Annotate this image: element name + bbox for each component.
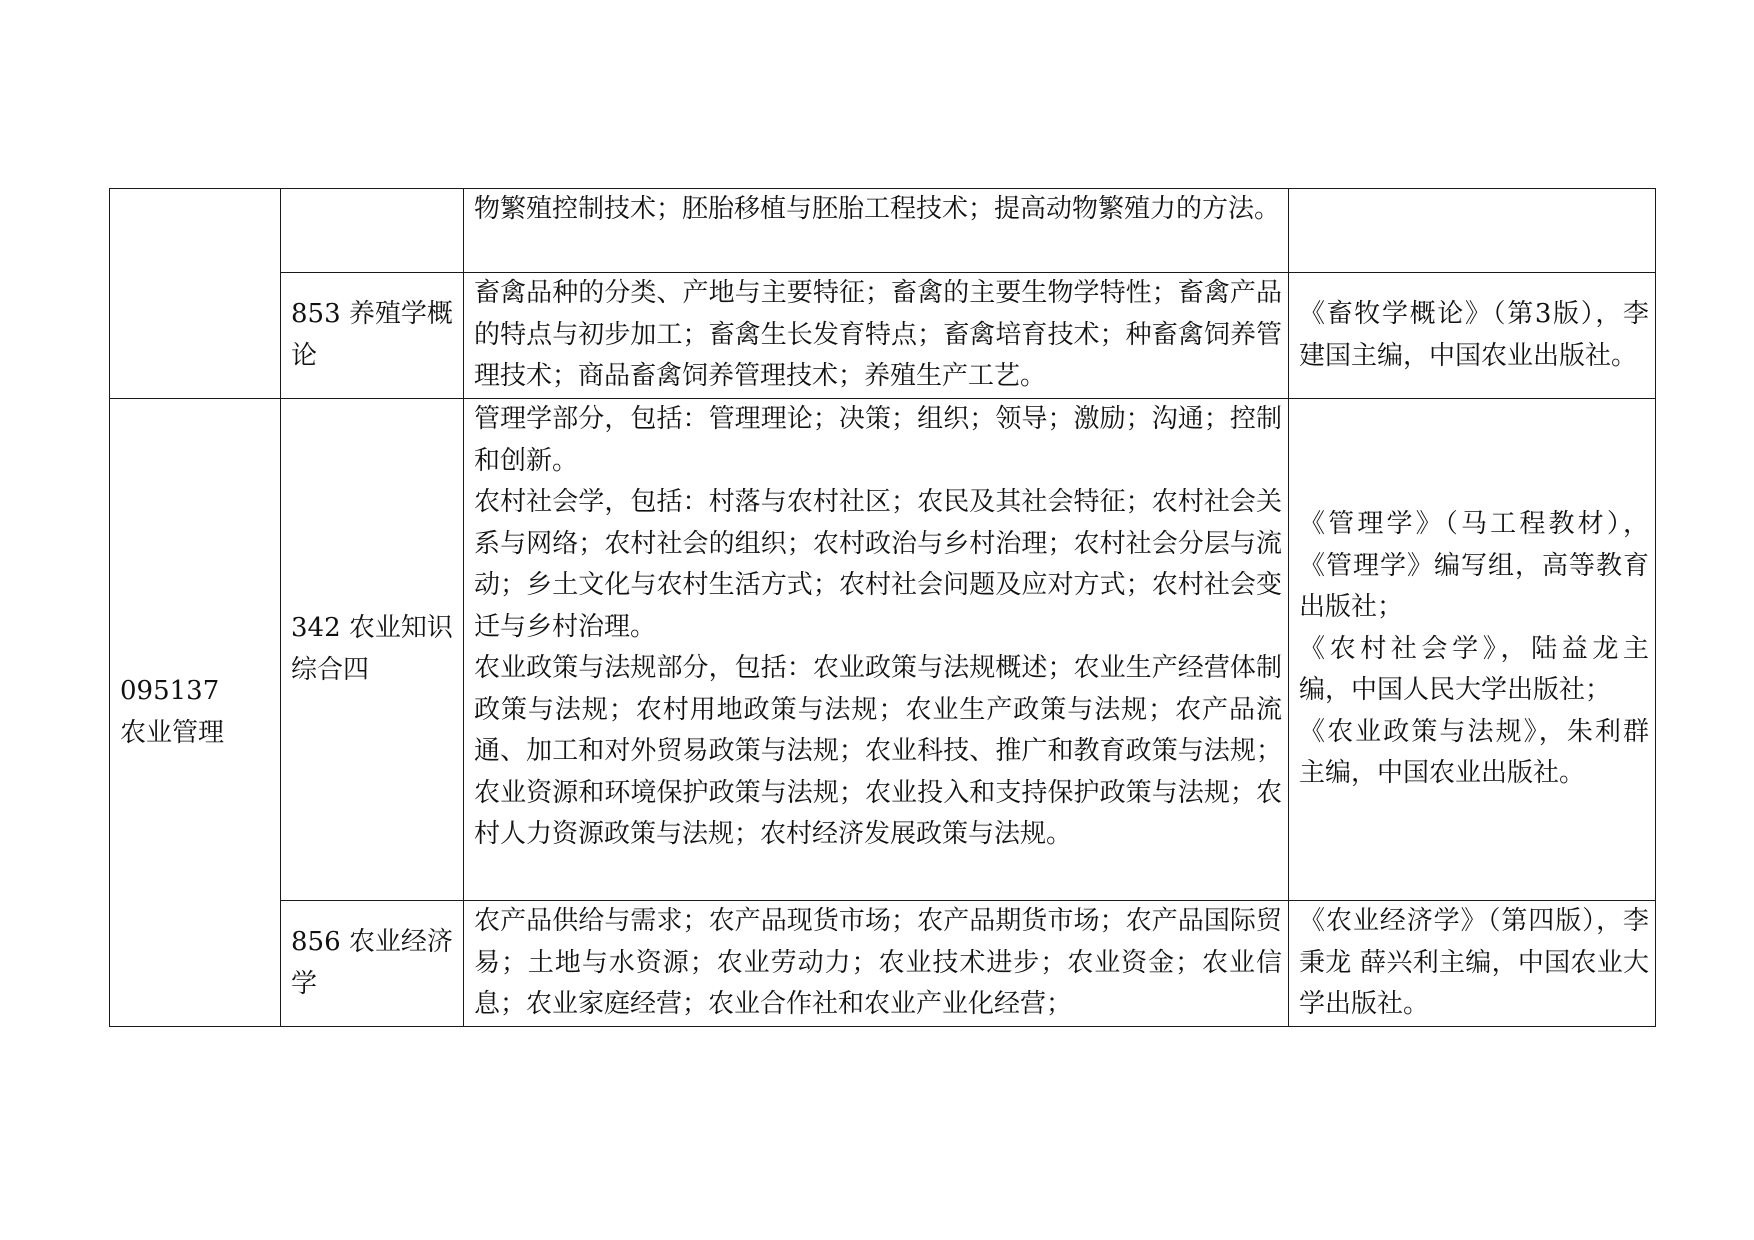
book-entry: 《农业政策与法规》，朱利群主编，中国农业出版社。 xyxy=(1299,716,1649,789)
course-cell-empty xyxy=(281,189,464,273)
content-text: 农村社会学，包括：村落与农村社区；农民及其社会特征；农村社会关系与网络；农村社会的组织；农村政治与乡村治理；农村社会分层与流动；乡土文化与农村生活方式；农村社会问题及应对方式；农村社会变迁与乡村治理。 xyxy=(474,487,1282,642)
book-entry: 《农村社会学》，陆益龙主编，中国人民大学出版社； xyxy=(1299,633,1649,706)
books-cell xyxy=(1289,189,1656,273)
table-row xyxy=(110,901,1656,1027)
table-row xyxy=(110,189,1656,273)
content-text: 管理学部分，包括：管理理论；决策；组织；领导；激励；沟通；控制和创新。 xyxy=(474,404,1282,476)
content-text: 农产品供给与需求；农产品现货市场；农产品期货市场；农产品国际贸易；土地与水资源；农业劳动力；农业技术进步；农业资金；农业信息；农业家庭经营；农业合作社和农业产业化经营； xyxy=(474,906,1282,1019)
syllabus-table xyxy=(109,188,1656,1027)
content-text: 物繁殖控制技术；胚胎移植与胚胎工程技术；提高动物繁殖力的方法。 xyxy=(474,194,1281,224)
course-cell: 853 养殖学概论 xyxy=(281,273,464,399)
major-cell xyxy=(110,399,281,1027)
course-cell: 342 农业知识综合四 xyxy=(281,399,464,901)
content-cell xyxy=(464,189,1289,273)
content-text: 农业政策与法规部分，包括：农业政策与法规概述；农业生产经营体制政策与法规；农村用地政策与法规；农业生产政策与法规；农产品流通、加工和对外贸易政策与法规；农业科技、推广和教育政策与法规；农业资源和环境保护政策与法规；农业投入和支持保护政策与法规；农村人力资源政策与法规；农村经济发展政策与法规。 xyxy=(474,653,1282,849)
content-cell xyxy=(464,901,1289,1027)
book-entry: 《管理学》（马工程教材），《管理学》编写组，高等教育出版社； xyxy=(1299,509,1649,623)
content-text: 畜禽品种的分类、产地与主要特征；畜禽的主要生物学特性；畜禽产品的特点与初步加工；畜禽生长发育特点；畜禽培育技术；种畜禽饲养管理技术；商品畜禽饲养管理技术；养殖生产工艺。 xyxy=(474,278,1282,391)
books-cell: 《农业经济学》（第四版），李秉龙 薛兴利主编，中国农业大学出版社。 xyxy=(1289,901,1656,1027)
books-cell xyxy=(1289,399,1656,901)
major-name: 农业管理 xyxy=(120,717,225,748)
content-cell xyxy=(464,399,1289,901)
major-code: 095137 xyxy=(120,676,220,706)
course-cell: 856 农业经济学 xyxy=(281,901,464,1027)
books-cell: 《畜牧学概论》（第3版），李建国主编，中国农业出版社。 xyxy=(1289,273,1656,399)
content-cell xyxy=(464,273,1289,399)
table-row xyxy=(110,273,1656,399)
major-cell-empty xyxy=(110,189,281,399)
table-row xyxy=(110,399,1656,901)
